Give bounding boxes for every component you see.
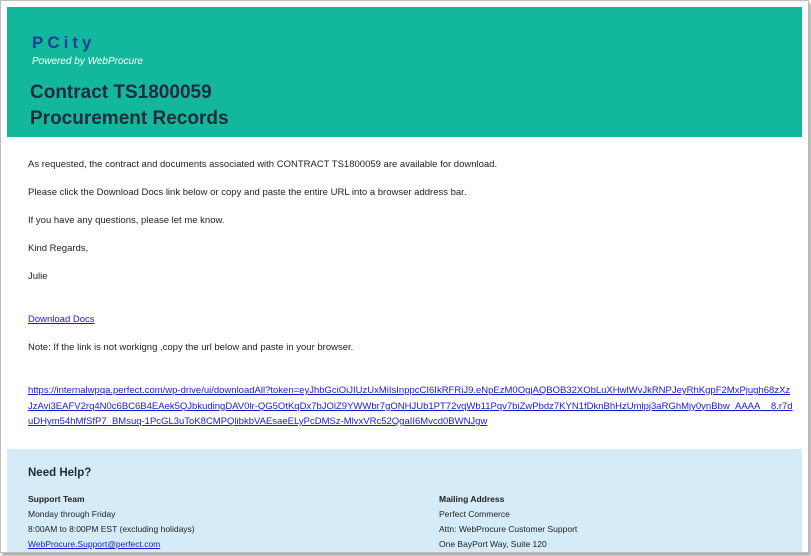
- closing-text: Kind Regards,: [28, 243, 89, 254]
- mailing-address-column: [439, 492, 577, 552]
- body-paragraph-2: Please click the Download Docs link below or copy and paste the entire URL into a browser address bar.: [28, 187, 467, 198]
- download-url-link[interactable]: https://internalwpqa.perfect.com/wp-drive/ui/downloadAll?token=eyJhbGciOiJIUzUxMiIsInppcCI6IkRFRiJ9.eNpEzM0OgjAQBOB32XObLuXHwlWvJkRNPJeyRhKgpF2MxPjugh68zXzJzAvi3EAFV2rq4N0c6BC6B4EAek5QJbkudingDAV0lr-QG5OtKqDx7bJOlZ9YWWbr7gONHJUb1PT72vqWb11Pqv7biZwPbdz7KYN1fDknBhHzUmlpj3aRGhMjy0ynBbw_AAAA__8.r7duDHym54hMfSfP7_BMsuq-1PcGL3uToK8CMPQlibkbVAEsaeELyPcDMSz-MlvxVRc52QgaII6Mvcd0BWNJgw: [28, 385, 793, 427]
- mailing-attn: Attn: WebProcure Customer Support: [439, 524, 578, 534]
- help-section: [7, 449, 802, 552]
- sender-name: Julie: [28, 271, 48, 282]
- title-line-2: Procurement Records: [30, 108, 229, 129]
- support-heading: Support Team: [28, 494, 85, 504]
- mailing-street: One BayPort Way, Suite 120: [439, 539, 547, 549]
- body-paragraph-1: As requested, the contract and documents associated with CONTRACT TS1800059 are available for download.: [28, 159, 498, 170]
- pcity-logo: PCity: [32, 33, 96, 52]
- tagline: Powered by WebProcure: [32, 56, 143, 67]
- support-team-column: [28, 492, 195, 552]
- body-paragraph-3: If you have any questions, please let me know.: [28, 215, 225, 226]
- support-hours: 8:00AM to 8:00PM EST (excluding holidays): [28, 524, 195, 534]
- mailing-heading: Mailing Address: [439, 494, 505, 504]
- note-text: Note: If the link is not workigng ,copy the url below and paste in your browser.: [28, 342, 354, 353]
- page-title: [30, 80, 229, 132]
- support-days: Monday through Friday: [28, 509, 116, 519]
- help-title: Need Help?: [28, 467, 92, 479]
- mailing-company: Perfect Commerce: [439, 509, 510, 519]
- support-email-link[interactable]: WebProcure.Support@perfect.com: [28, 539, 161, 549]
- download-docs-link[interactable]: Download Docs: [28, 314, 95, 325]
- email-header: [7, 7, 802, 137]
- title-line-1: Contract TS1800059: [30, 82, 212, 103]
